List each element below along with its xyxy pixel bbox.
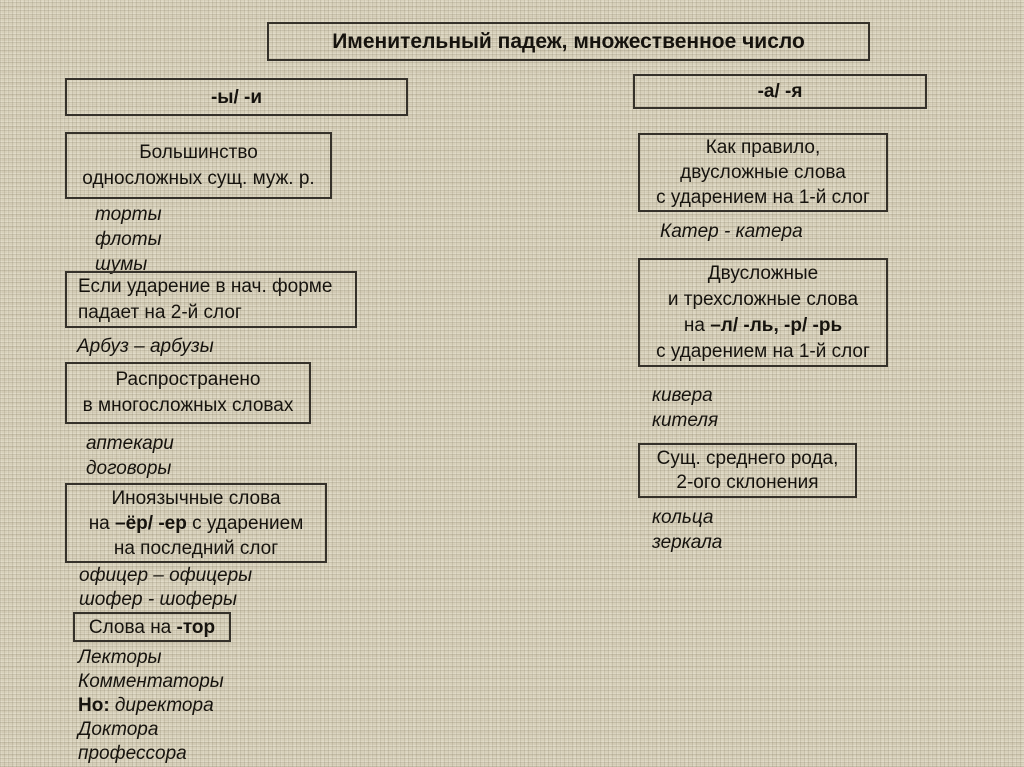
rule-line: и трехсложные слова <box>667 288 859 310</box>
rule-line: Иноязычные слова <box>111 487 281 509</box>
rule-line <box>67 511 325 536</box>
rule-line: Большинство <box>139 141 258 163</box>
example-note-text: директора <box>109 695 214 716</box>
example-disyllabic-first-stress <box>660 219 803 244</box>
rule-line: двусложные слова <box>680 162 846 183</box>
examples-tor-words <box>78 646 224 766</box>
rule-line: Как правило, <box>705 137 821 158</box>
examples-l-r-endings <box>652 383 718 433</box>
example-line: профессора <box>78 743 187 764</box>
rule-box-polysyllabic <box>65 362 311 424</box>
example-line: флоты <box>95 229 162 250</box>
rule-line: Двусложные <box>707 262 819 284</box>
rule-text: на <box>88 512 116 534</box>
example-line: шофер - шоферы <box>79 589 237 610</box>
example-line: кителя <box>652 410 719 431</box>
example-line: офицер – офицеры <box>79 565 253 586</box>
example-line: зеркала <box>652 532 723 553</box>
rule-line: с ударением на 1-й слог <box>656 340 870 362</box>
example-line <box>78 694 224 718</box>
example-line: Доктора <box>78 719 159 740</box>
rule-box-tor-words <box>73 612 231 642</box>
rule-line: с ударением на 1-й слог <box>656 187 870 208</box>
example-line: Комментаторы <box>78 671 224 692</box>
rule-box-l-r-endings <box>638 258 888 367</box>
rule-line: в многосложных словах <box>82 395 294 416</box>
rule-box-monosyllabic <box>65 132 332 199</box>
rule-line: Если ударение в нач. форме <box>78 275 333 297</box>
rule-line <box>75 618 229 637</box>
examples-polysyllabic <box>86 431 174 481</box>
example-line: кольца <box>652 507 714 528</box>
example-line: торты <box>95 204 162 225</box>
rule-line: Сущ. среднего рода, <box>656 447 839 469</box>
rule-line: Распространено <box>115 369 261 390</box>
examples-neuter-nouns <box>652 505 722 555</box>
rule-text: Слова на <box>88 616 177 638</box>
example-line: Катер - катера <box>660 221 803 242</box>
example-line: договоры <box>86 458 172 479</box>
examples-monosyllabic <box>95 202 162 277</box>
page-title: Именительный падеж, множественное число <box>332 30 805 53</box>
example-line: шумы <box>95 254 148 275</box>
rule-line: падает на 2-й слог <box>78 301 242 323</box>
example-line: аптекари <box>86 433 174 454</box>
rule-text-bold: -тор <box>176 616 216 638</box>
rule-box-stress-second-syllable <box>65 271 357 328</box>
left-column-header <box>65 78 408 116</box>
rule-text: на <box>683 314 711 336</box>
rule-line: 2-ого склонения <box>676 471 819 493</box>
examples-foreign-words <box>79 564 252 612</box>
title-box <box>267 22 870 61</box>
rule-line: односложных сущ. муж. р. <box>82 167 315 189</box>
rule-text-bold: –л/ -ль, -р/ -рь <box>710 314 843 336</box>
rule-line: на последний слог <box>113 537 279 559</box>
rule-text: с ударением <box>186 512 304 534</box>
example-note-bold: Но: <box>78 695 110 716</box>
left-column-header-label: -ы/ -и <box>210 86 263 108</box>
right-column-header <box>633 74 927 109</box>
example-line: кивера <box>652 385 713 406</box>
right-column-header-label: -а/ -я <box>757 81 803 102</box>
rule-box-foreign-words <box>65 483 327 563</box>
rule-box-neuter-nouns <box>638 443 857 498</box>
rule-line <box>640 313 886 339</box>
rule-box-disyllabic-first-stress <box>638 133 888 212</box>
example-stress-second-syllable <box>77 334 214 359</box>
rule-text-bold: –ёр/ -ер <box>115 512 187 534</box>
example-line: Арбуз – арбузы <box>77 336 214 357</box>
example-line: Лекторы <box>78 647 162 668</box>
